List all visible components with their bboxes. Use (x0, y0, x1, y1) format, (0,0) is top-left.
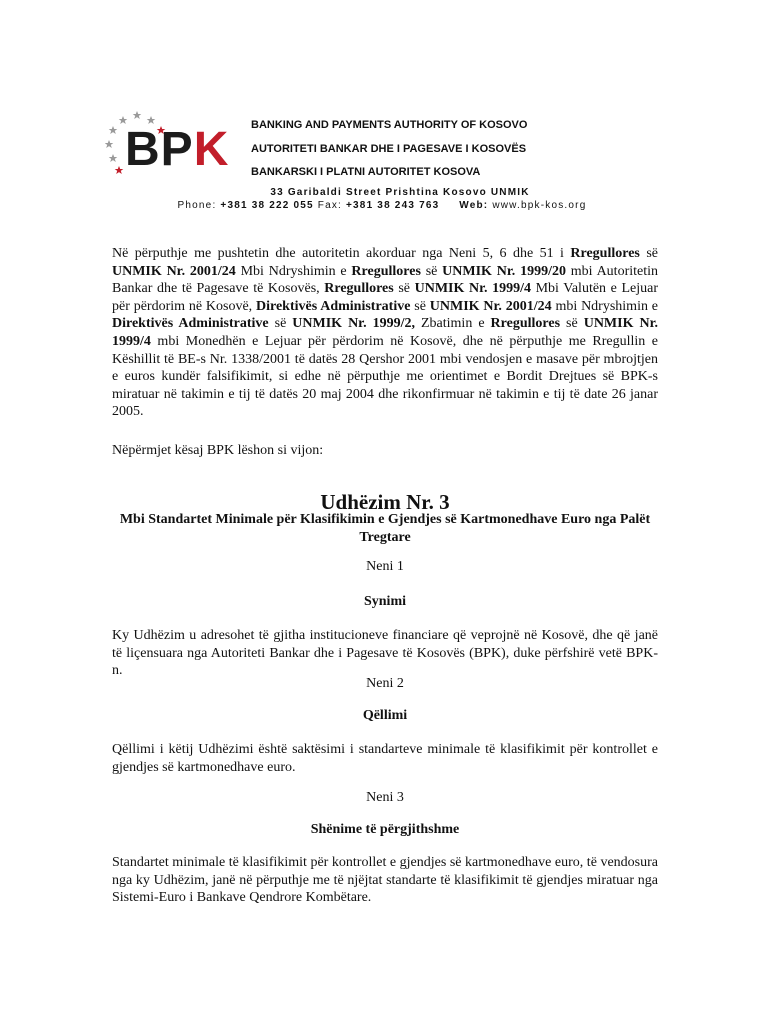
fax-label: Fax: (317, 200, 343, 211)
fax-number: +381 38 243 763 (346, 200, 440, 211)
logo-wordmark: BPK (125, 123, 230, 176)
letterhead (0, 0, 770, 220)
web-label: Web: (459, 200, 489, 211)
article-2-text: Qëllimi i këtij Udhëzimi është saktësimi i standarteve minimale të klasifikimit për kontrollet e gjendjes së kartmonedhave euro. (112, 742, 658, 775)
phone-number: +381 38 222 055 (220, 200, 314, 211)
web-address: www.bpk-kos.org (492, 200, 587, 211)
article-2-heading: Qëllimi (362, 708, 408, 723)
article-2-number: Neni 2 (366, 676, 404, 691)
article-3-text: Standartet minimale të klasifikimit për kontrollet e gjendjes së kartmonedhave euro, të vendosura nga ky Udhëzim, janë në përputhje me të njëjtat standarte të klasifikimit të gjendjes miratuar nga Sistemi-Euro i Bankave Qendrore Kombëtare. (112, 855, 658, 906)
document-subtitle: Mbi Standartet Minimale për Klasifikimin e Gjendjes së Kartmonedhave Euro nga Palët Tregtare (119, 512, 651, 545)
article-3-number: Neni 3 (366, 790, 404, 805)
header-contacts (0, 200, 767, 211)
header-line-sq: AUTORITETI BANKAR DHE I PAGESAVE I KOSOVËS (251, 143, 527, 155)
article-1-heading: Synimi (363, 594, 406, 609)
header-line-sr: BANKARSKI I PLATNI AUTORITET KOSOVA (251, 166, 481, 178)
document-title: Udhëzim Nr. 3 (320, 490, 450, 514)
article-3-heading: Shënime të përgjithshme (310, 822, 460, 837)
header-address: 33 Garibaldi Street Prishtina Kosovo UNMIK (270, 187, 530, 198)
article-1-number: Neni 1 (366, 559, 404, 574)
header-line-en: BANKING AND PAYMENTS AUTHORITY OF KOSOVO (251, 119, 528, 131)
intro-paragraph: Në përputhje me pushtetin dhe autoritetin akorduar nga Neni 5, 6 dhe 51 i Rregullores së UNMIK Nr. 2001/24 Mbi Ndryshimin e Rregullores së UNMIK Nr. 1999/20 mbi Autoritetin Bankar dhe të Pagesave të Kosovës, Rregullores së UNMIK Nr. 1999/4 Mbi Valutën e Lejuar për përdorim në Kosovë, Direktivës Administrative së UNMIK Nr. 2001/24 mbi Ndryshimin e Direktivës Administrative së UNMIK Nr. 1999/2, Zbatimin e Rregullores së UNMIK Nr. 1999/4 mbi Monedhën e Lejuar për përdorim në Kosovë, dhe në përputhje me Rregullin e Këshillit të BE-s Nr. 1338/2001 të datës 28 Qershor 2001 mbi vendosjen e masave për mbrojtjen e euros kundër falsifikimit, si edhe në përputhje me orientimet e Bordit Drejtues së BPK-s miratuar në takimin e tij të datës 20 maj 2004 dhe rikonfirmuar në takimin e tij të date 26 janar 2005. (112, 246, 659, 420)
bpk-logo (105, 108, 235, 178)
phone-label: Phone: (177, 200, 217, 211)
article-1-text: Ky Udhëzim u adresohet të gjitha institucioneve financiare që veprojnë në Kosovë, dhe që janë të liçensuara nga Autoriteti Bankar dhe i Pagesave të Kosovës (BPK), duke përfshirë vetë BPK-n. (112, 628, 658, 679)
issuance-statement: Nëpërmjet kësaj BPK lëshon si vijon: (112, 443, 324, 458)
